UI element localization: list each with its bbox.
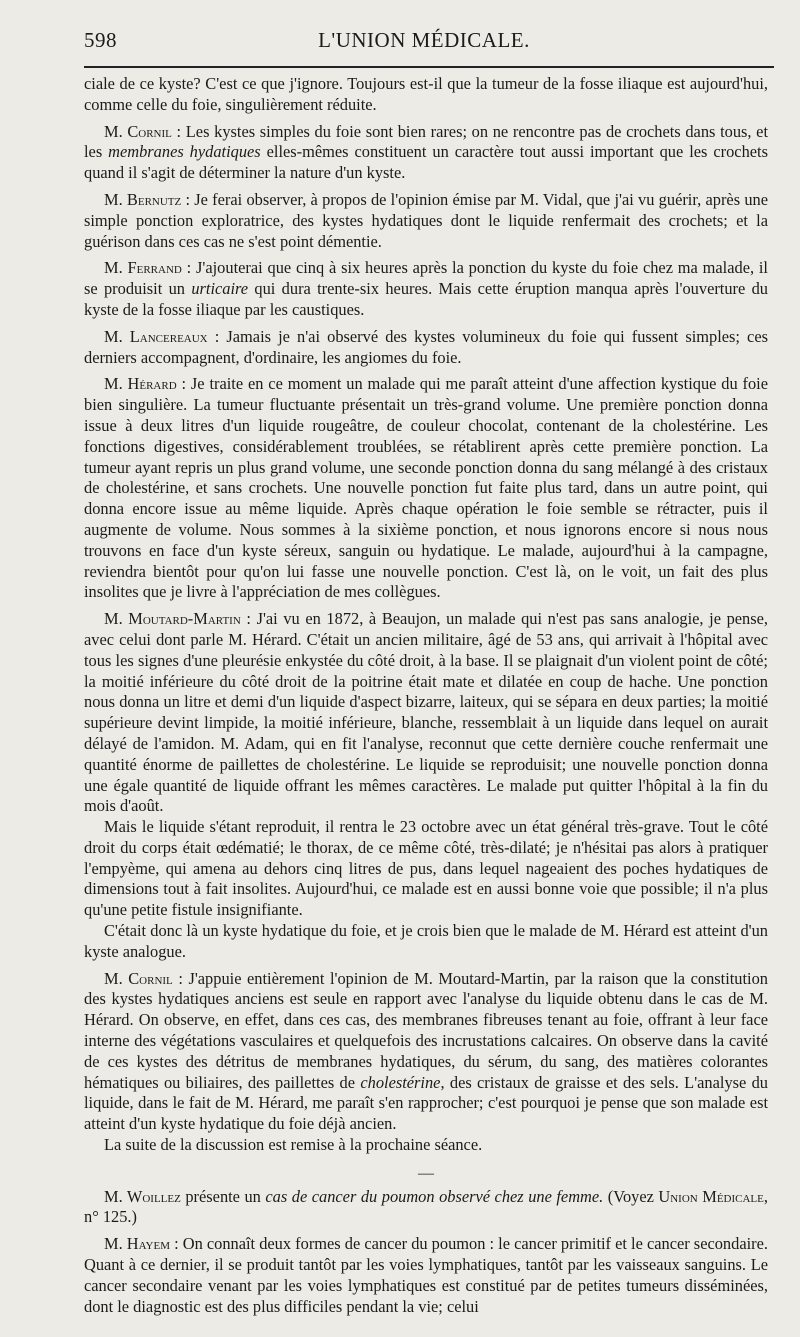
paragraph (84, 817, 768, 921)
paragraph-text: présente un (180, 1186, 266, 1206)
paragraph (84, 1234, 768, 1317)
paragraph (84, 327, 768, 369)
paragraph-text: : J'ai vu en 1872, à Beaujon, un malade qui n'est pas sans analogie, je pense, avec celui dont parle M. Hérard. C'était un ancien militaire, âgé de 53 ans, qui arrivait à l'hôpital avec tous les signes d'une pleurésie enkystée du côté droit, à la base. Il se plaignait d'un violent point de côté; la moitié inférieure du côté droit de la poitrine était mate et dilatée en coup de hache. Une ponction nous donna un litre et demi d'un liquide d'aspect bizarre, laiteux, qui se sépara en deux parties; la moitié supérieure devint limpide, la moitié inférieure, blanche, ressemblait à un liquide dans lequel on aurait délayé de l'amidon. M. Adam, qui en fit l'analyse, reconnut que cette dernière couche renfermait une quantité énorme de paillettes de cholestérine. Le liquide se reproduisit; une nouvelle ponction donna une égale quantité de liquide offrant les mêmes caractères. Le malade put quitter l'hôpital à la fin du mois d'août. (84, 609, 768, 816)
paragraph-text: La suite de la discussion est remise à la prochaine séance. (104, 1135, 483, 1155)
speaker-name: M. Ferrand (104, 258, 182, 278)
paragraph-text: : Je ferai observer, à propos de l'opinion émise par M. Vidal, que j'ai vu guérir, après une simple ponction exploratrice, des kystes hydatiques dont le liquide renfermait des crochets; et la guérison dans ces cas ne s'est point démentie. (84, 189, 768, 251)
paragraph-text: (Voyez (603, 1186, 659, 1206)
paragraph-text: qui dura trente-six heures. Mais cette éruption manqua après l'ouverture du kyste de la fosse iliaque par les caustiques. (84, 279, 768, 319)
paragraph-text: : Jamais je n'ai observé des kystes volumineux du foie qui fussent simples; ces derniers accompagnent, d'ordinaire, les angiomes du foie. (84, 326, 768, 367)
paragraph (84, 1187, 768, 1229)
speaker-name: M. Cornil (104, 121, 172, 141)
header-rule (84, 66, 774, 68)
article-body (84, 74, 768, 1317)
italic-text: cas de cancer du poumon observé chez une femme. (265, 1186, 604, 1206)
speaker-name: M. Moutard-Martin (104, 609, 241, 629)
italic-text: membranes hydatiques (108, 142, 261, 162)
paragraph-text: : Je traite en ce moment un malade qui me paraît atteint d'une affection kystique du foie bien singulière. La tumeur fluctuante présentait un très-grand volume. Une première ponction donna issue à deux litres d'un liquide rougeâtre, de couleur chocolat, contenant de la cholestérine. Les fonctions digestives, considérablement troublées, se rétablirent après cette première ponction. La tumeur ayant repris un plus grand volume, une seconde ponction donna du sang mélangé à des cristaux de cholestérine, et sans crochets. Une nouvelle ponction fut faite plus tard, dans un autre point, qui donna encore issue au même liquide. Après chaque opération le foie semble se rétracter, puis il augmente de volume. Nous sommes à la sixième ponction, et nous ignorons encore si nous nous trouvons en face d'un kyste séreux, sanguin ou hydatique. Le malade, aujourd'hui à la campagne, reviendra bientôt pour qu'on lui fasse une nouvelle ponction. C'est là, on le voit, un fait des plus insolites que je livre à l'appréciation de mes collègues. (84, 374, 769, 602)
paragraph (84, 921, 768, 963)
section-divider: — (418, 1164, 434, 1182)
discussion-paragraphs (84, 74, 768, 1156)
paragraph-text: , des cristaux de graisse et des sels. L'analyse du liquide, dans le fait de M. Hérard, me paraît s'en rapprocher; c'est pourquoi je pense que son malade est atteint d'un kyste hydatique du foie déjà ancien. (84, 1072, 769, 1134)
paragraph-text: Mais le liquide s'étant reproduit, il rentra le 23 octobre avec un état général très-grave. Tout le côté droit du corps était œdématié; le thorax, de ce même côté, très-dilaté; je n'hésitai pas alors à pratiquer l'empyème, qui amena au dehors cinq litres de pus, dans lequel nageaient des poches hydatiques de dimensions tout à fait insolites. Aujourd'hui, ce malade est en aussi bonne voie que possible; il n'a plus qu'une petite fistule insignifiante. (84, 817, 768, 920)
page-header (84, 28, 764, 60)
paragraph-text: : Les kystes simples du foie sont bien rares; on ne rencontre pas de crochets dans tous, et les (84, 121, 768, 162)
speaker-name: M. Hérard (104, 374, 177, 394)
paragraph (84, 969, 768, 1135)
paragraph (84, 258, 768, 320)
paragraph (84, 122, 768, 184)
paragraph (84, 609, 768, 817)
paragraph-text: , n° 125.) (84, 1186, 768, 1227)
closing-paragraphs (84, 1187, 768, 1318)
italic-text: cholestérine (360, 1072, 441, 1092)
paragraph (84, 74, 768, 116)
paragraph-text: elles-mêmes constituent un caractère tout aussi important que les crochets quand il s'agit de déterminer la nature d'un kyste. (84, 142, 768, 183)
speaker-name: M. Lancereaux (104, 326, 208, 346)
paragraph-text: C'était donc là un kyste hydatique du foie, et je crois bien que le malade de M. Hérard est atteint d'un kyste analogue. (84, 921, 768, 961)
paragraph-text: : J'ajouterai que cinq à six heures après la ponction du kyste du foie chez ma malade, il se produisit un (84, 258, 768, 299)
paragraph (84, 190, 768, 252)
paragraph-text: ciale de ce kyste? C'est ce que j'ignore. Toujours est-il que la tumeur de la fosse iliaque est aujourd'hui, comme celle du foie, singulièrement réduite. (84, 74, 768, 114)
speaker-name: M. Cornil (104, 968, 173, 988)
speaker-name: M. Hayem (104, 1234, 170, 1254)
journal-reference: Union Médicale (658, 1186, 764, 1206)
paragraph (84, 374, 768, 603)
page-number: 598 (84, 28, 117, 52)
journal-title: L'UNION MÉDICALE. (318, 28, 530, 52)
paragraph (84, 1135, 768, 1156)
paragraph-text: : J'appuie entièrement l'opinion de M. Moutard-Martin, par la raison que la constitution des kystes hydatiques anciens est seule en rapport avec l'analyse du liquide obtenu dans le cas de M. Hérard. On observe, en effet, dans ces cas, des membranes fibreuses tenant au foie, offrant à leur face interne des végétations vasculaires et quelquefois des incrustations calcaires. On observe dans la cavité de ces kystes des détritus de membranes hydatiques, du sérum, du sang, des matières colorantes hématiques ou biliaires, des paillettes de (84, 968, 769, 1092)
speaker-name: M. Woillez (104, 1186, 181, 1206)
italic-text: urticaire (191, 279, 249, 299)
paragraph-text: : On connaît deux formes de cancer du poumon : le cancer primitif et le cancer secondaire. Quant à ce dernier, il se produit tantôt par les voies lymphatiques, tantôt par les vaisseaux sanguins. Le cancer secondaire venant par les voies lymphatiques est constitué par de petites tumeurs disséminées, dont le diagnostic est des plus difficiles pendant la vie; celui (84, 1234, 768, 1316)
speaker-name: M. Bernutz (104, 189, 182, 209)
